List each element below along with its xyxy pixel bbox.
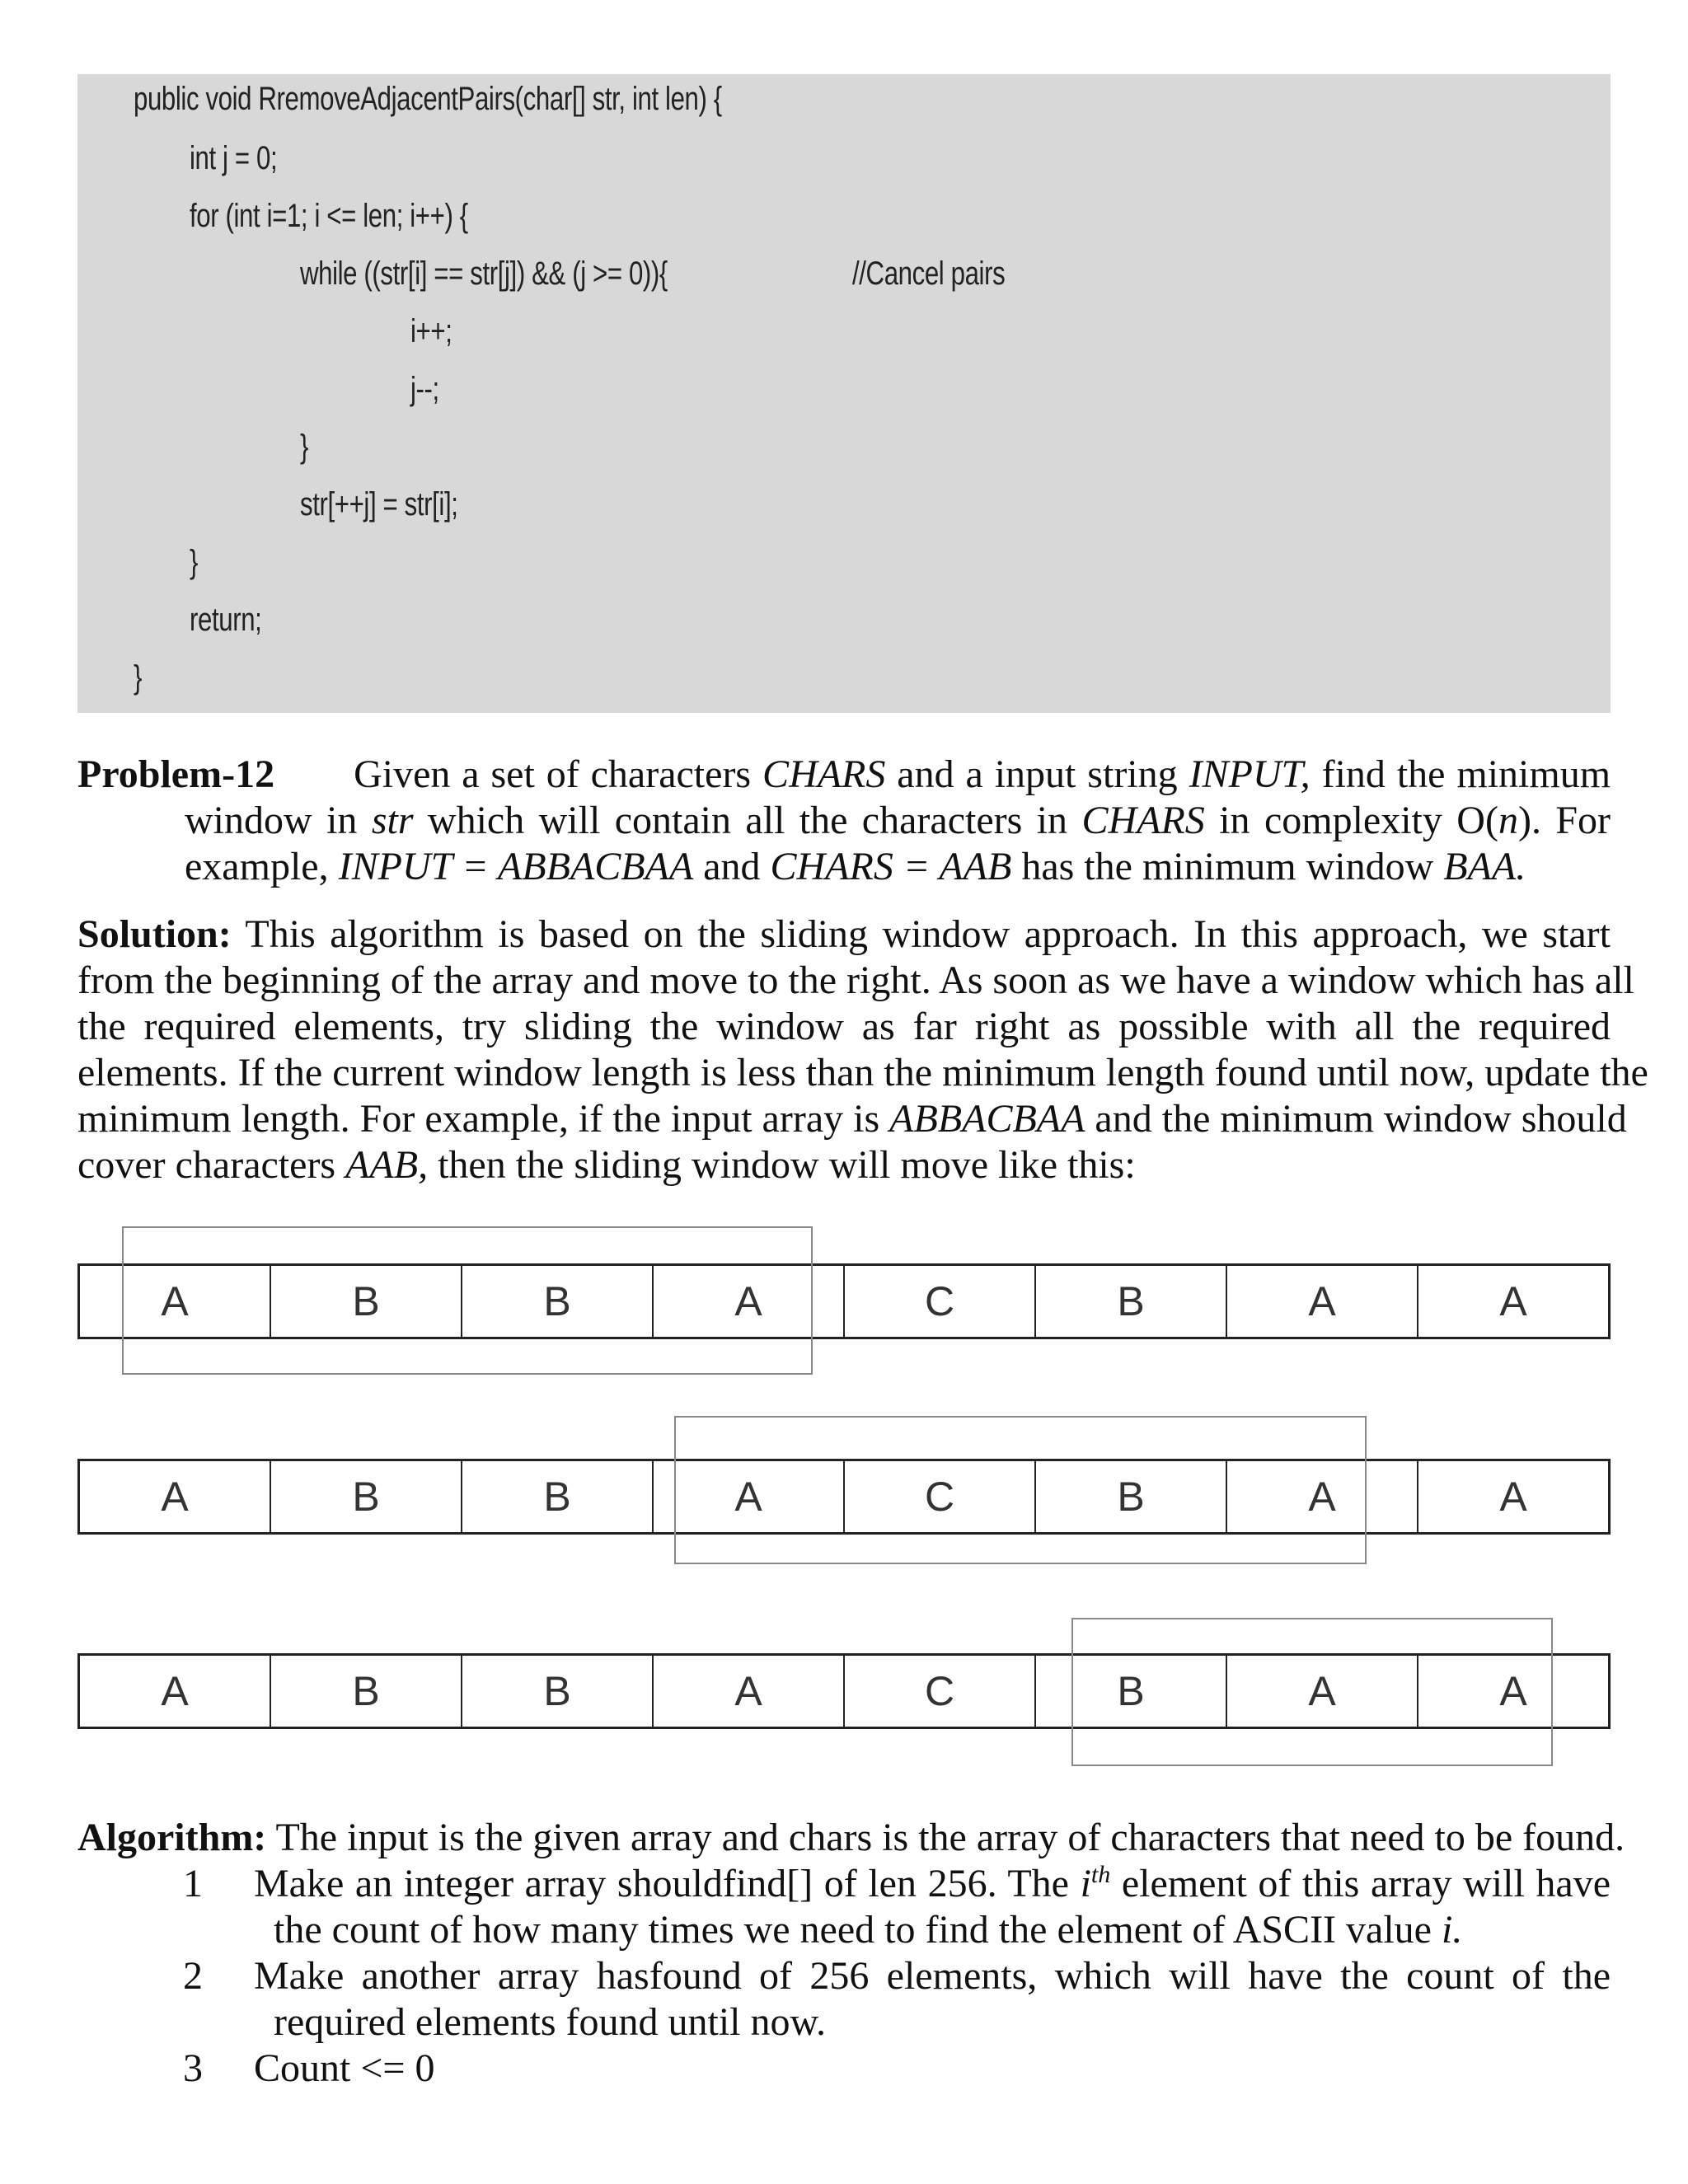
problem-text: ). For	[1517, 799, 1611, 842]
code-line: int j = 0;	[190, 140, 278, 176]
code-line: public void RremoveAdjacentPairs(char[] str, int len) {	[134, 81, 722, 117]
input-example: INPUT = ABBACBAA	[338, 845, 694, 888]
array-cell: A	[80, 1266, 271, 1337]
solution-text: This algorithm is based on the sliding window approach. In this approach, we start	[245, 912, 1611, 956]
superscript-th: th	[1090, 1861, 1111, 1888]
chars-example: CHARS = AAB	[770, 845, 1012, 888]
code-line: return;	[190, 602, 262, 638]
array-cell: A	[1227, 1266, 1418, 1337]
array-cell: C	[845, 1461, 1036, 1532]
array-row-2	[77, 1459, 1611, 1535]
array-cell: B	[1036, 1461, 1227, 1532]
array-cell: A	[80, 1461, 271, 1532]
solution-text: minimum length. For example, if the input array is	[77, 1097, 880, 1141]
list-item-line: Count <= 0	[254, 2046, 435, 2090]
list-text: element of this array will have	[1121, 1862, 1611, 1905]
problem-text: find the minimum	[1321, 752, 1611, 796]
solution-text: and the minimum window should	[1095, 1097, 1627, 1141]
code-line: }	[300, 429, 309, 465]
array-cell: B	[462, 1461, 654, 1532]
array-cell: A	[654, 1266, 845, 1337]
str-term: str	[371, 799, 414, 842]
solution-line	[77, 912, 1611, 958]
array-cell: B	[462, 1266, 654, 1337]
array-cell: B	[1036, 1656, 1227, 1727]
solution-line: elements. If the current window length is less than the minimum length found until now, update the	[77, 1051, 1648, 1094]
array-term: ABBACBAA	[889, 1097, 1085, 1141]
code-line: str[++j] = str[i];	[300, 486, 458, 523]
array-cell: A	[1499, 1278, 1527, 1324]
list-item	[254, 1861, 1611, 1953]
problem-text: has the minimum window	[1021, 845, 1434, 888]
array-cell: A	[1227, 1461, 1418, 1532]
problem-text: Given a set of characters	[354, 752, 752, 796]
array-cell: B	[271, 1461, 462, 1532]
code-line: for (int i=1; i <= len; i++) {	[190, 198, 468, 234]
algorithm-label: Algorithm:	[77, 1816, 267, 1859]
problem-text: which will contain all the characters in	[427, 799, 1068, 842]
solution-line: from the beginning of the array and move to the right. As soon as we have a window which has all	[77, 958, 1634, 1002]
algorithm-text: The input is the given array and chars is the array of characters that need to be found.	[275, 1816, 1625, 1859]
solution-text: cover characters	[77, 1143, 336, 1187]
list-item-line: required elements found until now.	[274, 2000, 827, 2044]
problem-statement	[77, 752, 1611, 798]
chars-term: CHARS	[1081, 799, 1205, 842]
array-cell: A	[1227, 1656, 1418, 1727]
code-line: i++;	[410, 313, 452, 349]
solution-line: the required elements, try sliding the window as far right as possible with all the required	[77, 1005, 1611, 1048]
i-term: i.	[1441, 1908, 1463, 1952]
problem-text: and	[703, 845, 761, 888]
problem-text: in complexity O(	[1219, 799, 1498, 842]
array-cell: A	[80, 1656, 271, 1727]
array-row-1	[77, 1263, 1611, 1339]
code-line: }	[134, 659, 143, 696]
array-cell: A	[654, 1656, 845, 1727]
i-term: i	[1080, 1862, 1091, 1905]
answer-term: BAA.	[1443, 845, 1526, 888]
solution-paragraph	[77, 912, 1648, 1188]
array-cell: A	[1499, 1474, 1527, 1520]
problem-text: example,	[185, 845, 329, 888]
list-number: 1	[183, 1862, 203, 1905]
problem-label: Problem-12	[77, 752, 275, 796]
array-cell: A	[654, 1461, 845, 1532]
code-comment: //Cancel pairs	[852, 255, 1006, 292]
list-item-line: Make another array hasfound of 256 elements, which will have the count of the	[254, 1954, 1611, 1998]
array-cell: B	[271, 1266, 462, 1337]
chars-term: CHARS	[762, 752, 886, 796]
input-term: INPUT,	[1189, 752, 1311, 796]
chars-term: AAB,	[345, 1143, 429, 1187]
code-line: j--;	[410, 371, 439, 407]
list-item	[254, 1953, 1611, 2046]
solution-label: Solution:	[77, 912, 232, 956]
list-number: 3	[183, 2046, 203, 2090]
problem-line-2	[185, 798, 1611, 844]
problem-statement-cont	[185, 798, 1611, 890]
array-cell: C	[845, 1266, 1036, 1337]
solution-line	[77, 1096, 1627, 1142]
array-cell: A	[1499, 1668, 1527, 1714]
array-cell: B	[1036, 1266, 1227, 1337]
code-line: }	[190, 544, 199, 580]
algorithm-line	[77, 1815, 1625, 1861]
n-term: n	[1498, 799, 1518, 842]
array-cell: C	[845, 1656, 1036, 1727]
problem-text: and a input string	[897, 752, 1178, 796]
code-line: while ((str[i] == str[j]) && (j >= 0)){	[300, 255, 668, 292]
list-number: 2	[183, 1954, 203, 1998]
algorithm-intro	[77, 1815, 1625, 1861]
list-item	[254, 2046, 1611, 2092]
list-text: the count of how many times we need to find the element of ASCII value	[274, 1908, 1432, 1952]
problem-text: window in	[185, 799, 358, 842]
array-cell: B	[271, 1656, 462, 1727]
array-row-3	[77, 1653, 1611, 1729]
code-block	[77, 74, 1611, 713]
problem-line-1	[77, 752, 1611, 798]
list-item-line	[254, 1907, 1611, 1953]
problem-line-3	[185, 844, 1611, 890]
list-text: Make an integer array shouldfind[] of len 256. The	[254, 1862, 1069, 1905]
solution-text: then the sliding window will move like this:	[438, 1143, 1136, 1187]
solution-line	[77, 1142, 1611, 1188]
list-item-line	[254, 1861, 1611, 1907]
array-cell: B	[462, 1656, 654, 1727]
